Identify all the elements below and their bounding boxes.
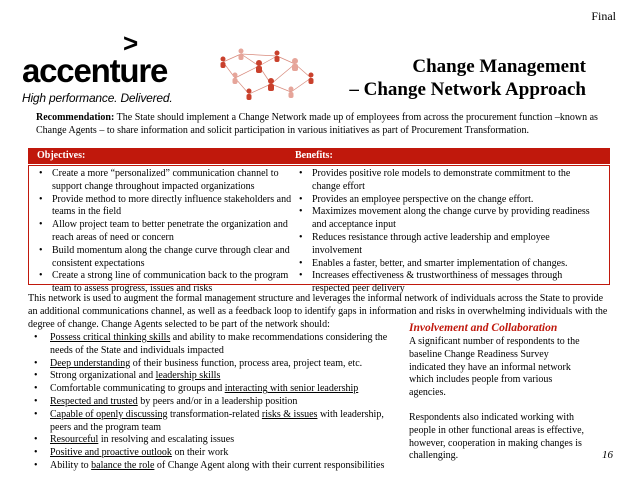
callout-title: Involvement and Collaboration	[409, 322, 558, 334]
list-item: • Possess critical thinking skills and ability to make recommendations considering the needs of the State and individuals impacted	[31, 332, 403, 358]
page-number: 16	[602, 449, 613, 461]
involvement-callout	[409, 322, 587, 462]
list-item: • Increases effectiveness & trustworthiness of messages through respected peer delivery	[295, 270, 601, 296]
list-item: • Allow project team to better penetrate the organization and reach areas of need or concern	[35, 219, 297, 245]
objectives-header: Objectives:	[37, 150, 86, 161]
list-item: • Ability to balance the role of Change Agent along with their current responsibilities	[31, 460, 403, 473]
change-agent-criteria-list	[31, 332, 403, 473]
list-item: • Enables a faster, better, and smarter implementation of changes.	[295, 258, 601, 271]
list-item: • Deep understanding of their business function, process area, project team, etc.	[31, 358, 403, 371]
list-item: • Strong organizational and leadership skills	[31, 370, 403, 383]
page-title: Change Management	[412, 56, 586, 77]
list-item: • Capable of openly discussing transformation-related risks & issues with leadership, peers and the program team	[31, 409, 403, 435]
network-description: This network is used to augment the formal management structure and leverages the informal network of individuals across the State to provide an additional communications channel, as well as a feedback loop to identify gaps in information and risks in overwhelming individuals with the degree of change. Change Agents selected to be part of the network should:	[28, 293, 608, 330]
document-status: Final	[591, 9, 616, 23]
objectives-list	[35, 168, 297, 296]
list-item: • Reduces resistance through active leadership and employee involvement	[295, 232, 601, 258]
page-subtitle: – Change Network Approach	[349, 79, 586, 100]
list-item: • Create a more “personalized” communication channel to support change throughout impacted organizations	[35, 168, 297, 194]
people-network-icon	[213, 44, 321, 102]
list-item: • Comfortable communicating to groups and interacting with senior leadership	[31, 383, 403, 396]
recommendation-body: The State should implement a Change Network made up of employees from across the procurement function –known as Change Agents – to share information and solicit participation in various initiatives as part of Procurement Transformation.	[36, 112, 598, 136]
list-item: • Provide method to more directly influence stakeholders and teams in the field	[35, 194, 297, 220]
list-item: • Resourceful in resolving and escalating issues	[31, 434, 403, 447]
callout-paragraph: A significant number of respondents to the baseline Change Readiness Survey indicated they have an informal network which includes people from various agencies.	[409, 336, 580, 399]
list-item: • Provides positive role models to demonstrate commitment to the change effort	[295, 168, 601, 194]
table-header	[28, 148, 610, 164]
callout-paragraph: Respondents also indicated working with people in other functional areas is effective, however, cooperation in making changes is challenging.	[409, 411, 585, 462]
benefits-list	[295, 168, 601, 296]
accenture-logo	[22, 28, 192, 108]
logo-tagline: High performance. Delivered.	[22, 91, 173, 105]
list-item: • Create a strong line of communication back to the program team to assess progress, issues and risks	[35, 270, 297, 296]
logo-wordmark: accenture	[22, 52, 168, 89]
list-item: • Maximizes movement along the change curve by providing readiness and acceptance input	[295, 206, 601, 232]
benefits-header: Benefits:	[295, 150, 333, 161]
logo-chevron-icon: >	[123, 28, 139, 58]
recommendation-text	[36, 112, 608, 137]
objectives-benefits-table	[28, 165, 610, 295]
list-item: • Respected and trusted by peers and/or in a leadership position	[31, 396, 403, 409]
list-item: • Build momentum along the change curve through clear and consistent expectations	[35, 245, 297, 271]
recommendation-label: Recommendation:	[36, 112, 115, 123]
list-item: • Positive and proactive outlook on their work	[31, 447, 403, 460]
list-item: • Provides an employee perspective on the change effort.	[295, 194, 601, 207]
